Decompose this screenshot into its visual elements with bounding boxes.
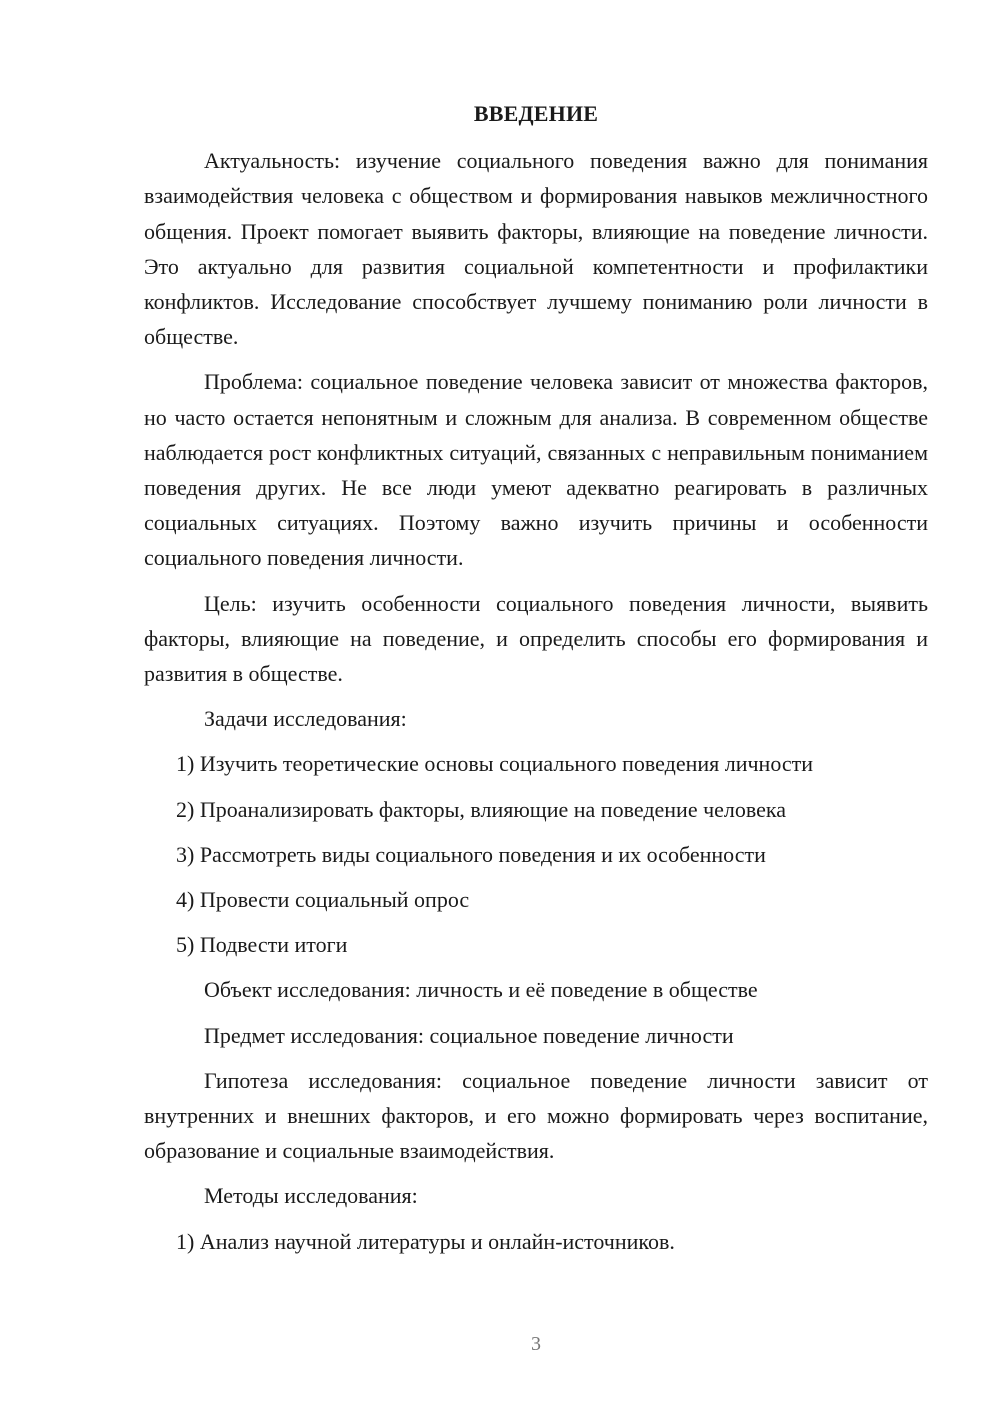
task-item: 2) Проанализировать факторы, влияющие на поведение человека — [176, 796, 787, 822]
hypothesis-paragraph: Гипотеза исследования: социальное поведение личности зависит от внутренних и внешних факторов, и его можно формировать через воспитание, образование и социальные взаимодействия. — [144, 1067, 928, 1164]
task-item: 5) Подвести итоги — [176, 932, 348, 958]
document-body — [144, 96, 928, 1269]
methods-list — [144, 1224, 928, 1259]
page-number: 3 — [531, 1333, 541, 1355]
goal-paragraph: Цель: изучить особенности социального поведения личности, выявить факторы, влияющие на поведение, и определить способы его формирования и развития в обществе. — [144, 590, 928, 687]
task-item: 3) Рассмотреть виды социального поведения и их особенности — [176, 841, 766, 867]
method-item: 1) Анализ научной литературы и онлайн-источников. — [176, 1228, 675, 1254]
tasks-list — [144, 746, 928, 962]
methods-heading: Методы исследования: — [204, 1183, 418, 1209]
research-subject: Предмет исследования: социальное поведение личности — [204, 1022, 734, 1048]
page-title: ВВЕДЕНИЕ — [473, 101, 599, 126]
task-item: 1) Изучить теоретические основы социального поведения личности — [176, 751, 814, 777]
tasks-heading: Задачи исследования: — [204, 706, 407, 732]
relevance-paragraph: Актуальность: изучение социального поведения важно для понимания взаимодействия человека с обществом и формирования навыков межличностного общения. Проект помогает выявить факторы, влияющие на поведение личности. Это актуально для развития социальной компетентности и профилактики конфликтов. Исследование способствует лучшему пониманию роли личности в обществе. — [144, 148, 928, 350]
task-item: 4) Провести социальный опрос — [176, 887, 470, 913]
research-object: Объект исследования: личность и её поведение в обществе — [204, 977, 758, 1003]
problem-paragraph: Проблема: социальное поведение человека зависит от множества факторов, но часто остается непонятным и сложным для анализа. В современном обществе наблюдается рост конфликтных ситуаций, связанных с неправильным пониманием поведения других. Не все люди умеют адекватно реагировать в различных социальных ситуациях. Поэтому важно изучить причины и особенности социального поведения личности. — [144, 369, 928, 571]
